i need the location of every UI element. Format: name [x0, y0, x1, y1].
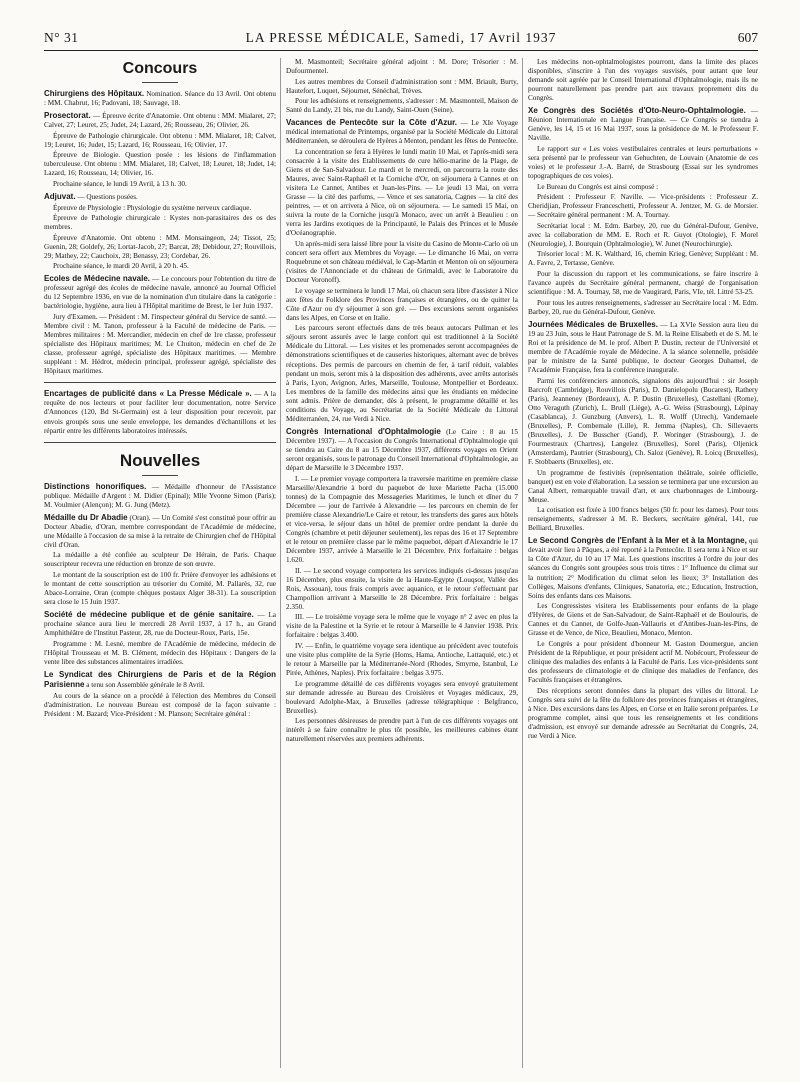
article-text: Les autres membres du Conseil d'administration sont : MM. Briault, Burty, Hautefort, Luquet, Séjournet, Sénéchal, Trèves.	[286, 77, 518, 95]
article-paragraph	[528, 506, 758, 533]
article-paragraph	[528, 469, 758, 505]
article-text: Au cours de la séance on a procédé à l'élection des Membres du Conseil d'administration. Le nouveau Bureau est composé de la façon suivante : Président : M. Bazard; Vice-Président : M. Planson; Secrétaire général :	[44, 691, 276, 718]
article-heading: Adjuvat.	[44, 191, 76, 201]
article-text: Les Congressistes visitera les Etablissements pour enfants de la plage d'Hyères, de Giens et de San-Salvadour, de Saint-Raphaël et de Boulouris, de Cannes et du Cannet, de Golfe-Juan-Vallauris et d'Antibes-Juan-les-Pins, de Grasse et de Vence, de Nice, Beaulieu, Monaco, Menton.	[528, 602, 758, 638]
column-divider	[522, 58, 523, 1068]
article-text: Prochaine séance, le mardi 20 Avril, à 20 h. 45.	[53, 262, 189, 271]
article-paragraph	[528, 536, 758, 600]
article-heading: Le Syndicat des Chirurgiens de Paris et de la Région Parisienne	[44, 669, 276, 690]
article-paragraph	[44, 89, 276, 108]
header-rule	[44, 50, 758, 51]
article-paragraph	[44, 482, 276, 510]
article-paragraph	[528, 106, 758, 143]
section-title-concours: Concours	[122, 60, 198, 77]
article-paragraph	[286, 613, 518, 640]
article-paragraph	[44, 214, 276, 232]
article-paragraph	[286, 287, 518, 323]
encartages-heading: Encartages de publicité dans « La Presse Médicale ».	[44, 389, 252, 399]
article-text: Nomination. Séance du 13 Avril. Ont obtenu : MM. Chabrut, 16; Padovani, 18; Sauvage, 18.	[44, 90, 276, 108]
article-text: Le rapport sur « Les voies vestibulaires centrales et leurs perturbations » sera présenté par le professeur van Gehuchten, de Louvain (Anatomie de ces voies) et le professeur J.-A. Barré, de Strasbourg (Essai sur les syndromes topographiques de ces voies).	[528, 144, 758, 181]
article-paragraph	[286, 567, 518, 612]
article-paragraph	[44, 274, 276, 311]
article-paragraph	[286, 680, 518, 716]
column-1	[44, 58, 276, 1068]
article-text: Pour tous les autres renseignements, s'adresser au Secrétaire local : M. Edm. Barbey, 20, rue du Général-Dufour, Genève.	[528, 298, 758, 316]
article-text: II. — Le second voyage comportera les services indiqués ci-dessus jusqu'au 16 Décembre, plus ensuite, la visite de la Haute-Egypte (Louqsor, Vallée des Rois, Assouan), tous frais compris avec aquanico, et le retour s'effectuant par Champollion arrivant à Marseille le 28 Décembre. Prix forfaitaire : belgas 2.350.	[286, 566, 518, 611]
section-title-nouvelles: Nouvelles	[119, 450, 201, 470]
article-heading: Société de médecine publique et de génie sanitaire.	[44, 610, 254, 620]
article-text: Secrétariat local : M. Edm. Barbey, 20, rue du Général-Dufour, Genève, avec la collaboration de MM. E. Roch et R. Guyot (Otologie), F. Morel (Neurologie), J. Bourquin (Ophtalmologie), W. Junet (Neurochirurgie).	[528, 221, 758, 248]
article-paragraph	[44, 610, 276, 638]
section-rule	[44, 442, 276, 443]
column-divider	[280, 58, 281, 1068]
article-heading: Ecoles de Médecine navale.	[44, 274, 151, 284]
article-text: Les personnes désireuses de prendre part à l'un de ces différents voyages ont intérêt à se faire connaître le plus tôt possible, les meilleures cabines étant naturellement réservées aux premiers adhérents.	[286, 717, 518, 744]
article-text: Des réceptions seront données dans la plupart des villes du littoral. Le Congrès sera suivi de la fête du folklore des provinces françaises et étrangères, à Nice. Des excursions dans les Alpes, en Corse et en Italie seront préparées. Le programme complet, ainsi que tous les renseignements et les conditions d'admission, est envoyé sur demande adressée au Secrétariat du Congrès, 24, rue Verdi à Nice.	[528, 686, 758, 740]
article-text: Épreuve de Pathologie chirurgicale. Ont obtenu : MM. Mialaret, 18; Calvet, 19; Leuret, 16; Judet, 15; Lazard, 16; Rousseau, 16; Olivier, 17.	[44, 131, 276, 149]
article-paragraph	[44, 313, 276, 376]
article-text: — Épreuve écrite d'Anatomie. Ont obtenu : MM. Mialaret, 27; Calvet, 27; Leuret, 25; Judet, 24; Lazard, 26; Rousseau, 26; Olivier, 26.	[44, 112, 276, 130]
article-heading: Journées Médicales de Bruxelles.	[528, 319, 658, 329]
article-paragraph	[528, 270, 758, 297]
article-paragraph	[44, 670, 276, 690]
article-text: Jury d'Examen. — Président : M. l'inspecteur général du Service de santé. — Membre civil : M. Tanon, professeur à la Faculté de médecine de Paris. — Membres militaires : M. Mercandier, médecin en chef de 1re classe, professeur spécialiste des Hôpitaux maritimes; M. Le Chuiton, médecin en chef de 2e classe, professeur agrégé, spécialiste des Hôpitaux maritimes. — Membre suppléant : M. Hédrot, médecin principal, professeur agrégé, spécialiste des Hôpitaux maritimes.	[44, 313, 276, 376]
article-text: (Oran). — Un Comité s'est constitué pour offrir au Docteur Abadie, d'Oran, membre correspondant de l'Académie de médecine, une Médaille à l'occasion de sa mise à la retraite de Chirurgien chef de l'Hôpital civil d'Oran.	[44, 513, 276, 549]
article-paragraph	[286, 148, 518, 238]
journal-title: LA PRESSE MÉDICALE, Samedi, 17 Avril 1937	[245, 30, 557, 45]
article-paragraph	[528, 250, 758, 268]
article-heading: Prosectorat.	[44, 111, 91, 121]
article-text: Prochaine séance, le lundi 19 Avril, à 13 h. 30.	[53, 179, 187, 188]
page-number: 607	[737, 30, 758, 45]
article-text: Le Bureau du Congrès est ainsi composé :	[537, 182, 659, 191]
issue-number: N° 31	[44, 30, 79, 45]
article-paragraph	[528, 687, 758, 741]
article-text: Trésorier local : M. K. Walthard, 16, chemin Krieg, Genève; Suppléant : M. A. Favre, 2, Tertasse, Genève.	[528, 250, 758, 268]
article-text: La cotisation est fixée à 100 francs belges (50 fr. pour les dames). Pour tous renseignements, s'adresser à M. R. Beckers, secrétaire général, 141, rue Belliard, Bruxelles.	[528, 506, 758, 533]
article-paragraph	[44, 151, 276, 178]
encartages-notice	[44, 389, 276, 435]
article-paragraph	[44, 180, 276, 189]
article-text: (Le Caire : 8 au 15 Décembre 1937). — A l'occasion du Congrès International d'Ophtalmologie qui se tiendra au Caire du 8 au 15 Décembre 1937, différents voyages en Orient seront organisés, sous le patronage du Conseil International d'Ophtalmologie, au départ de Marseille le 3 Décembre 1937.	[286, 427, 518, 473]
article-text: IV. — Enfin, le quatrième voyage sera identique au précédent avec toutefois une visite plus complète de la Syrie (Homs, Hama, Antioche, Lattaquié, etc.) et le retour à Marseille par la Méditerranée-Nord (Rhodes, Smyrne, Istanbul, Le Pirée, Athènes, Naples). Prix forfaitaire : belgas 3.975.	[286, 641, 518, 678]
column-3	[528, 58, 758, 1068]
article-text: — Le XIe Voyage médical international de Printemps, organisé par la Société Médicale du Littoral Méditerranéen, se déroulera de Hyères à Menton, pendant les fêtes de Pentecôte.	[286, 119, 518, 146]
article-paragraph	[528, 320, 758, 375]
article-text: La médaille a été confiée au sculpteur De Hérain, de Paris. Chaque souscripteur recevra une réduction en bronze de son œuvre.	[44, 551, 276, 569]
article-heading: Vacances de Pentecôte sur la Côte d'Azur.	[286, 118, 458, 128]
article-text: La concentration se fera à Hyères le lundi matin 10 Mai, et l'après-midi sera consacrée à la visite des Etablissements de cure hélio-marine de la Plage, de Giens et de San-Salvadour. Le mardi et le mercredi, on parcourra la route des Maures, avec Saint-Raphaël et la Corniche d'Or, on séjournera à Cannes et on visitera Le Cannet, Antibes et Juan-les-Pins. — Le jeudi 13 Mai, on verra Grasse — la cité des parfums, — Vence et ses sanatoria, Cagnes — la cité des peintres, — et on arrivera à Nice, où on séjournera. — Le samedi 15 Mai, on suivra la route de la Corniche jusqu'à Monaco, avec un arrêt à Beaulieu : on verra les Jardins exotiques de la Principauté, le Palais des Princes et le Musée d'Océanographie.	[286, 147, 518, 238]
article-paragraph	[528, 58, 758, 103]
article-paragraph	[286, 475, 518, 565]
article-text: — Médaille d'honneur de l'Assistance publique. Médaille d'Argent : M. Didier (Epinal); Mlle Yvonne Simon (Paris); M. Voulmier (Alençon); M. G. Jung (Metz).	[44, 482, 276, 509]
article-paragraph	[286, 240, 518, 285]
article-paragraph	[286, 427, 518, 473]
article-paragraph	[44, 640, 276, 667]
article-text: Les médecins non-ophtalmologistes pourront, dans la limite des places disponibles, s'inscrire à l'un des voyages susvisés, pour autant que leur demande soit agréée par le Conseil International d'Ophtalmologie, mais ils ne pourront naturellement pas prendre part aux travaux proprement dits du Congrès.	[528, 58, 758, 103]
article-paragraph	[528, 193, 758, 220]
article-paragraph	[528, 299, 758, 317]
article-text: Épreuve de Physiologie : Physiologie du système nerveux cardiaque.	[53, 203, 252, 212]
article-text: Le programme détaillé de ces différents voyages sera envoyé gratuitement sur demande adressée au Bureau des Croisières et Voyages médicaux, 29, boulevard Adolphe-Max, à Bruxelles (adresse télégraphique : Belgfranco, Bruxelles).	[286, 679, 518, 715]
nouvelles-list	[44, 482, 276, 719]
title-underline	[142, 475, 178, 476]
article-text: M. Masmonteil; Secrétaire général adjoint : M. Dore; Trésorier : M. Dufourmentel.	[286, 58, 518, 76]
article-text: Un après-midi sera laissé libre pour la visite du Casino de Monte-Carlo où un concert sera offert aux Membres du Voyage. — Le dimanche 16 Mai, on verra Roquebrune et son château médiéval, le Cap-Martin et Menton où on séjournera (visites de l'Annonciade et du château de Grimaldi, avec le Laboratoire du Docteur Voronoff).	[286, 239, 518, 285]
article-text: Épreuve de Pathologie chirurgicale : Kystes non-parasitaires des os des membres.	[44, 214, 276, 232]
article-heading: Xe Congrès des Sociétés d'Oto-Neuro-Ophtalmologie.	[528, 106, 746, 116]
article-paragraph	[44, 204, 276, 213]
article-text: — La XVIe Session aura lieu du 19 au 23 Juin, sous le Haut Patronage de S. M. la Reine Elisabeth et de S. M. le Roi et la présidence de M. le prof. Albert P. Dustin, recteur de l'Université et membre de l'Académie royale de Médecine. A la séance solennelle, présidée par le ministre de la Santé publique, le docteur Georges Duhamel, de l'Académie Française, fera la conférence inaugurale.	[528, 320, 758, 374]
article-paragraph	[528, 640, 758, 685]
article-paragraph	[528, 602, 758, 638]
article-heading: Chirurgiens des Hôpitaux.	[44, 89, 145, 98]
article-text: Pour les adhésions et renseignements, s'adresser : M. Masmonteil, Maison de Santé du Landy, 21 bis, rue du Landy, Saint-Ouen (Seine).	[286, 97, 518, 115]
article-text: Épreuve d'Anatomie. Ont obtenu : MM. Monsaingeon, 24; Tissot, 25; Guenin, 28; Goldefy, 26; Lortat-Jacob, 27; Barcat, 28; Debidour, 27; Rouvillois, 29; Mathey, 22; Cauchoix, 28; Benassy, 23; Cordebar, 26.	[44, 233, 276, 260]
article-text: — Le concours pour l'obtention du titre de professeur agrégé des écoles de médecine navale, annoncé au Journal Officiel du 12 Septembre 1936, en vue de la nomination d'un titulaire dans la catégorie : bactériologie, hygiène, aura lieu à l'Hôpital maritime de Brest, le 1er Juin 1937.	[44, 275, 276, 311]
article-heading: Le Second Congrès de l'Enfant à la Mer et à la Montagne,	[528, 536, 747, 546]
article-text: Le voyage se terminera le lundi 17 Mai, où chacun sera libre d'assister à Nice aux fêtes du Folklore des Provinces françaises et étrangères, ou de quitter la Côte d'Azur ou d'y séjourner à son gré. — Des excursions seront organisées dans les Alpes, en Corse et en Italie.	[286, 286, 518, 322]
article-text: Programme : M. Lesné, membre de l'Académie de médecine, médecin de l'Hôpital Trousseau et M. B. Clément, médecin des Hôpitaux : Dangers de la vente libre des substances alimentaires irradiées.	[44, 639, 276, 666]
article-paragraph	[44, 192, 276, 202]
article-text: — Questions posées.	[75, 192, 138, 201]
column-3-list	[528, 58, 758, 741]
page-header	[44, 28, 758, 48]
article-paragraph	[286, 58, 518, 76]
article-text: Un programme de festivités (représentation théâtrale, soirée officielle, banquet) est en voie d'élaboration. La session se terminera par une excursion au Canal Albert, remarquable travail d'art, et aux charbonnages de Limbourg-Meuse.	[528, 468, 758, 504]
section-rule	[44, 382, 276, 383]
article-paragraph	[286, 324, 518, 424]
article-paragraph	[286, 78, 518, 96]
article-paragraph	[528, 183, 758, 192]
article-paragraph	[44, 132, 276, 150]
article-text: III. — Le troisième voyage sera le même que le voyage n° 2 avec en plus la visite de la Palestine et la Syrie et le retour à Marseille le 4 Janvier 1938. Prix forfaitaire : belgas 3.400.	[286, 613, 518, 640]
article-paragraph	[528, 377, 758, 467]
article-paragraph	[286, 97, 518, 115]
article-paragraph	[44, 262, 276, 271]
article-text: a tenu son Assemblée générale le 8 Avril.	[84, 681, 205, 690]
column-2	[286, 58, 518, 1068]
article-heading: Médaille du Dr Abadie	[44, 512, 128, 522]
article-text: — La prochaine séance aura lieu le mercredi 28 Avril 1937, à 17 h., au Grand Amphithéâtre de l'Institut Pasteur, 28, rue du Docteur-Roux, Paris, 15e.	[44, 611, 276, 638]
article-paragraph	[286, 642, 518, 678]
article-paragraph	[528, 222, 758, 249]
article-paragraph	[44, 234, 276, 261]
article-paragraph	[44, 692, 276, 719]
title-underline	[142, 82, 178, 83]
article-text: Épreuve de Biologie. Question posée : les lésions de l'inflammation tuberculeuse. Ont obtenu : MM. Mialaret, 18; Calvet, 18; Leuret, 18; Judet, 14; Lazard, 16; Rousseau, 14; Olivier, 16.	[44, 151, 276, 178]
article-heading: Distinctions honorifiques.	[44, 481, 147, 491]
article-text: — Réunion Internationale en Langue Française. — Ce Congrès se tiendra à Genève, les 14, 15 et 16 Mai 1937, sous la présidence de M. le Professeur F. Naville.	[528, 107, 758, 143]
article-text: Président : Professeur F. Naville. — Vice-présidents : Professeur Z. Cheridjian, Professeur Franceschetti, Professeur A. Jentzer, M. G. de Morsier. — Secrétaire général permanent : M. A. Tournay.	[528, 193, 758, 220]
article-paragraph	[286, 717, 518, 744]
article-text: Pour la discussion du rapport et les communications, se faire inscrire à l'avance auprès du Secrétaire général permanent, chargé de l'organisation scientifique : M. A. Tournay, 58, rue de Vaugirard, Paris, VIe, tél. Littré 53-25.	[528, 270, 758, 297]
article-text: qui devait avoir lieu à Pâques, a été reporté à la Pentecôte. Il sera tenu à Nice et sur la Côte d'Azur, du 10 au 17 Mai. Les questions inscrites à l'ordre du jour des séances du Congrès sont groupées sous trois titres : 1° Influence du climat sur la nutrition; 2° Modification du climat selon les lieux; 3° Installation des Collèges, Maisons d'enfants, Cliniques, Sanatoria, etc.; Education, Instruction, Soins des enfants dans ces Maisons.	[528, 537, 758, 600]
article-paragraph	[44, 111, 276, 130]
article-paragraph	[286, 118, 518, 146]
article-paragraph	[528, 145, 758, 181]
concours-list	[44, 89, 276, 376]
article-paragraph	[44, 513, 276, 550]
article-text: Le montant de la souscription est de 100 fr. Prière d'envoyer les adhésions et le montant de cette souscription au trésorier du Comité, M. Pallarès, 32, rue Abace-Lorraine, Oran (compte chèques postaux Alger 38-31). La souscription sera close le 15 Juin 1937.	[44, 571, 276, 607]
article-text: Le Congrès a pour président d'honneur M. Gaston Doumergue, ancien Président de la République, et pour président actif M. Nobécourt, Professeur de clinique des maladies des enfants à la Faculté de Paris. Les vice-présidents sont des professeurs de climatologie et de clinique des maladies de l'enfance, des Facultés françaises et étrangères.	[528, 639, 758, 685]
article-text: Les parcours seront effectués dans de très beaux autocars Pullman et les séjours seront assurés avec le large confort qui est traditionnel à la Société Médicale du Littoral. — Les visites et les promenades seront accompagnées de démonstrations scientifiques et de causeries historiques, alternant avec de brèves réceptions. Des permis de parcours en chemin de fer, à tarif réduit, valables pendant un mois, seront mis à la disposition des adhérents, avec arrêts autorisés à Paris, Lyon, Avignon, Arles, Marseille, Toulouse, Montpellier et Bordeaux. Les membres de la famille des médecins ainsi que les étudiants en médecine sont admis. Prière de demander, dès à présent, le programme détaillé et les conditions du Voyage, au Secrétariat de la Société Médicale du Littoral Méditerranéen, 24, rue Verdi à Nice.	[286, 324, 518, 423]
article-paragraph	[44, 551, 276, 569]
column-2-list	[286, 58, 518, 744]
article-paragraph	[44, 571, 276, 607]
article-text: I. — Le premier voyage comportera la traversée maritime en première classe Marseille/Alexandrie à bord du paquebot de luxe Mariette Pacha (15.000 tonnes) de la Compagnie des Messageries Maritimes, le lunch et dîner du 7 Décembre — jour de l'arrivée à Alexandrie — les parcours en chemin de fer première classe Alexandrie/Le Caire et retour, les transferts des gares aux hôtels et vice-versa, le séjour dans un hôtel de premier ordre pendant la durée du Congrès (chambre et petit déjeuner seulement), les repas des 16 et 17 Septembre et le retour en première classe par le même paquebot, départ d'Alexandrie le 17 Décembre 1937, arrivée à Marseille le 21 Décembre. Prix forfaitaire : belgas 1.620.	[286, 474, 518, 564]
article-heading: Congrès International d'Ophtalmologie	[286, 426, 441, 436]
article-text: Parmi les conférenciers annoncés, signalons dès aujourd'hui : sir Joseph Barcroft (Cambridge), Rouvillois (Paris), D. Danielopolu (Bucarest), Rathery (Paris), Jeanneney (Bordeaux), A. P. Dustin (Bruxelles), Castellani (Rome), Otto Veraguth (Zurich), L. Brull (Liège), A.-G. Weiss (Strasbourg), Lépinay (Casablanca), J. Gunzburg (Anvers), L. R. Wolff (Utrech), Vandemaele (Bruxelles), P. Combemale (Lille), R. Jemma (Naples), Ch. Sillevaerts (Bruxelles), J. De Busscher (Gand), P. Woringer (Strasbourg), J. de Fourmestraux (Chartres), Langelez (Bruxelles), Sorel (Paris), Oljenick (Amsterdam), Pautrier (Strasbourg), Ch. Saloz (Genève), R. Loicq (Bruxelles), F. Stobbaerts (Bruxelles), etc.	[528, 376, 758, 466]
encartages-text: — A la requête de nos lecteurs et pour faciliter leur documentation, notre Service d'Annonces (120, Bd St-Germain) est à leur disposition pour recevoir, par envois groupés sous une seule enveloppe, les demandes d'échantillons et les répartir entre les différents laboratoires intéressés.	[44, 390, 276, 435]
